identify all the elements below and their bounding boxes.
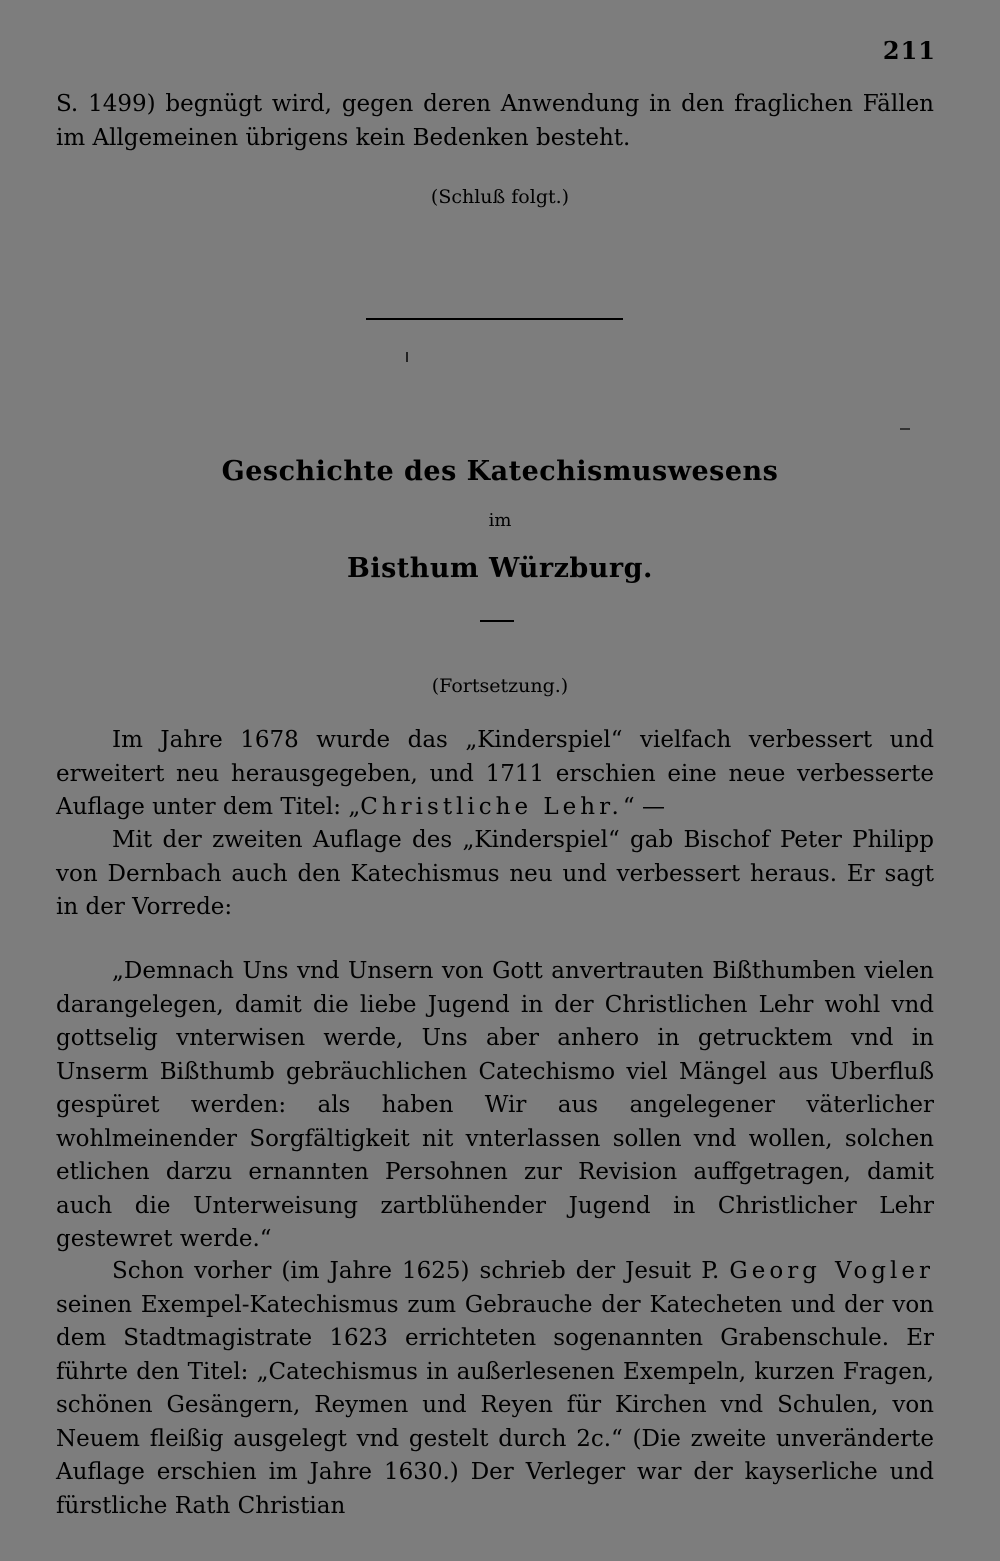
article-im: im xyxy=(488,510,512,531)
article-title: Geschichte des Katechismuswesens xyxy=(221,456,779,487)
intro-paragraph xyxy=(56,88,934,155)
page-number: 211 xyxy=(882,36,936,65)
paragraph-1-text xyxy=(56,724,934,825)
paragraph-3 xyxy=(56,1255,934,1523)
section-divider xyxy=(366,318,623,320)
intro-text: S. 1499) begnügt wird, gegen deren Anwendung in den fraglichen Fällen im Allgemeinen übrigens kein Bedenken besteht. xyxy=(56,91,934,151)
paragraph-1 xyxy=(56,724,934,825)
fortsetzung-note: (Fortsetzung.) xyxy=(431,675,569,697)
print-mark xyxy=(900,428,910,430)
title-divider xyxy=(480,620,514,622)
quotation xyxy=(56,955,934,1257)
print-mark xyxy=(406,352,408,362)
article-subtitle: Bisthum Würzburg. xyxy=(347,553,653,584)
paragraph-2-text: Mit der zweiten Auflage des „Kinderspiel“ gab Bischof Peter Philipp von Dernbach auch den Katechismus neu und verbessert heraus. Er sagt in der Vorrede: xyxy=(56,827,934,920)
paragraph-1-title: Christliche Lehr. xyxy=(360,794,623,820)
paragraph-3-start: Schon vorher (im Jahre 1625) schrieb der Jesuit P. xyxy=(112,1258,730,1284)
quotation-text: „Demnach Uns vnd Unsern von Gott anvertrauten Bißthumben vielen darangelegen, damit die liebe Jugend in der Christlichen Lehr wohl vnd gottselig vnterwisen werde, Uns aber anhero in getrucktem vnd in Unserm Bißthumb gebräuchlichen Catechismo viel Mängel aus Uberfluß gespüret werden: als haben Wir aus angelegener väterlicher wohlmeinender Sorgfältigkeit nit vnterlassen sollen vnd wollen, solchen etlichen darzu ernannten Persohnen zur Revision auffgetragen, damit auch die Unterweisung zartblühender Jugend in Christlicher Lehr gestewret werde.“ xyxy=(56,958,934,1252)
paragraph-1-end: “ — xyxy=(622,794,665,820)
schluss-note: (Schluß folgt.) xyxy=(430,186,570,208)
paragraph-3-end: seinen Exempel-Katechismus zum Gebrauche der Katecheten und der von dem Stadtmagistrate 1623 errichteten sogenannten Grabenschule. Er führte den Titel: „Catechismus in außerlesenen Exempeln, kurzen Fragen, schönen Gesängern, Reymen und Reyen für Kirchen vnd Schulen, von Neuem fleißig ausgelegt vnd gestelt durch 2c.“ (Die zweite unveränderte Auflage erschien im Jahre 1630.) Der Verleger war der kayserliche und fürstliche Rath Christian xyxy=(56,1291,934,1519)
paragraph-3-name: Georg Vogler xyxy=(729,1258,934,1284)
paragraph-1-start: Im Jahre 1678 wurde das „Kinderspiel“ vielfach verbessert und erweitert neu herausgegeben, und 1711 erschien eine neue verbesserte Auflage unter dem Titel: „ xyxy=(56,727,934,820)
paragraph-3-text xyxy=(56,1255,934,1523)
paragraph-2 xyxy=(56,824,934,925)
